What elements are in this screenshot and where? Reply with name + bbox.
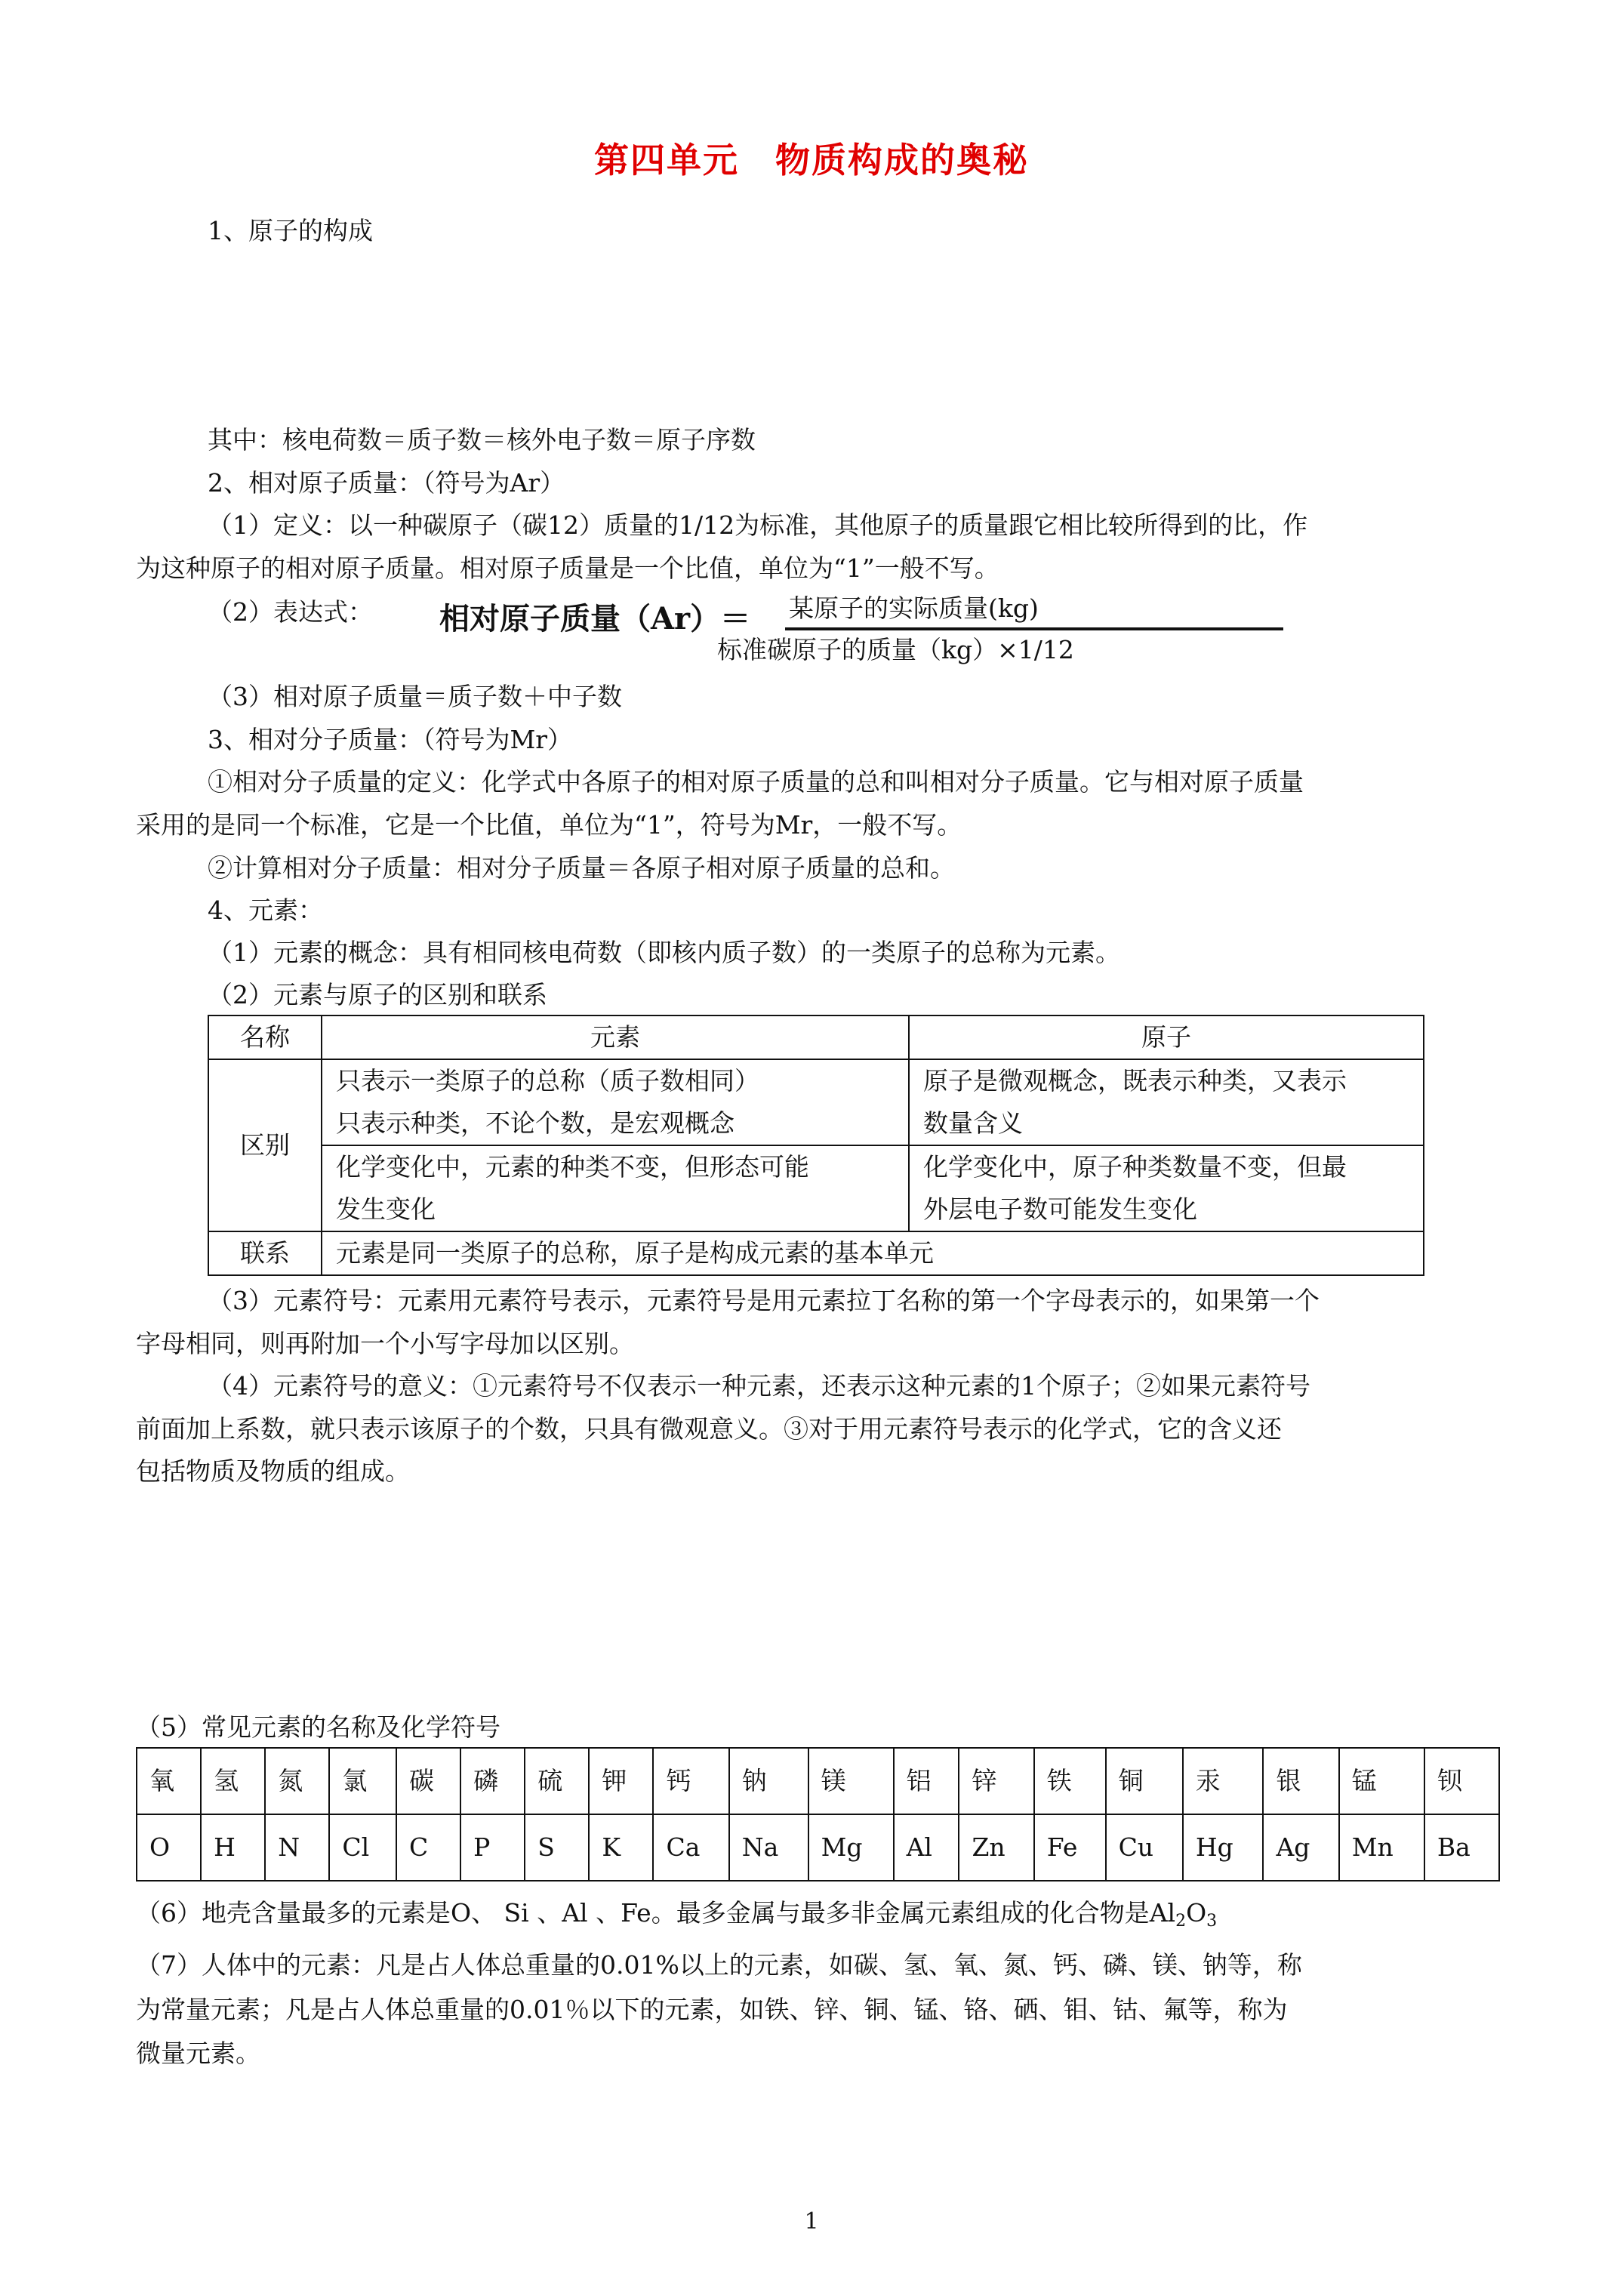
header-atom: 原子	[909, 1015, 1424, 1059]
element-name-cell: 磷	[460, 1748, 525, 1814]
element-name-cell: 氯	[329, 1748, 396, 1814]
section-2-heading: 2、相对原子质量：（符号为Ar）	[208, 468, 565, 498]
element-name-cell: 钡	[1424, 1748, 1499, 1814]
element-name-cell: 氢	[201, 1748, 265, 1814]
element-symbol-cell: N	[265, 1814, 329, 1881]
cell-line: 发生变化	[336, 1194, 436, 1224]
section-4-item-3-line-2: 字母相同，则再附加一个小写字母加以区别。	[136, 1329, 634, 1358]
diff-element-cell-2	[322, 1145, 909, 1231]
diff-element-cell-1	[322, 1059, 909, 1145]
element-name-cell: 碳	[396, 1748, 460, 1814]
section-3-p1-line-1: ①相对分子质量的定义：化学式中各原子的相对原子质量的总和叫相对分子质量。它与相对原子质量	[208, 767, 1304, 797]
formula-numerator: 某原子的实际质量(kg)	[789, 593, 1039, 623]
section-4-item-2: （2）元素与原子的区别和联系	[208, 980, 547, 1009]
page-title: 第四单元 物质构成的奥秘	[594, 140, 1029, 180]
formula-denominator: 标准碳原子的质量（kg）×1/12	[717, 635, 1074, 664]
diff-atom-cell-1	[909, 1059, 1424, 1145]
section-2-item-3: （3）相对原子质量＝质子数＋中子数	[208, 682, 622, 711]
cell-line: 化学变化中，元素的种类不变，但形态可能	[336, 1152, 809, 1182]
section-4-item-5: （5）常见元素的名称及化学符号	[136, 1712, 500, 1742]
item-6-text: （6）地壳含量最多的元素是O、 Si 、Al 、Fe。最多金属与最多非金属元素组成的化合物是	[136, 1898, 1150, 1928]
formula-subscript: 2	[1175, 1912, 1187, 1931]
diff-atom-cell-2	[909, 1145, 1424, 1231]
section-3-p2: ②计算相对分子质量：相对分子质量＝各原子相对原子质量的总和。	[208, 853, 955, 883]
element-symbol-cell: Cu	[1106, 1814, 1183, 1881]
element-name-cell: 银	[1263, 1748, 1338, 1814]
element-name-cell: 钠	[729, 1748, 808, 1814]
section-1-note: 其中：核电荷数＝质子数＝核外电子数＝原子序数	[208, 425, 756, 455]
section-4-item-7-line-2: 为常量元素；凡是占人体总重量的0.01％以下的元素，如铁、锌、铜、锰、铬、硒、钼、钴、氟等，称为	[136, 1995, 1288, 2024]
section-4-item-3-line-1: （3）元素符号：元素用元素符号表示，元素符号是用元素拉丁名称的第一个字母表示的，如果第一个	[208, 1286, 1320, 1315]
section-3-p1-line-2: 采用的是同一个标准，它是一个比值，单位为“1”，符号为Mr，一般不写。	[136, 810, 962, 840]
expression-label: （2）表达式：	[208, 597, 373, 627]
element-symbol-cell: Ca	[653, 1814, 728, 1881]
element-name-cell: 铜	[1106, 1748, 1183, 1814]
cell-line: 只表示种类，不论个数，是宏观概念	[336, 1108, 735, 1138]
element-name-cell: 钙	[653, 1748, 728, 1814]
element-symbol-cell: Cl	[329, 1814, 396, 1881]
element-name-cell: 氧	[137, 1748, 201, 1814]
section-4-item-1: （1）元素的概念：具有相同核电荷数（即核内质子数）的一类原子的总称为元素。	[208, 938, 1120, 967]
element-symbol-cell: Fe	[1034, 1814, 1106, 1881]
element-name-cell: 硫	[525, 1748, 589, 1814]
element-symbol-cell: Na	[729, 1814, 808, 1881]
section-4-item-4-line-2: 前面加上系数，就只表示该原子的个数，只具有微观意义。③对于用元素符号表示的化学式，它的含义还	[136, 1414, 1282, 1444]
section-3-heading: 3、相对分子质量：（符号为Mr）	[208, 725, 573, 754]
header-element: 元素	[322, 1015, 909, 1059]
section-4-item-7-line-1: （7）人体中的元素：凡是占人体总重量的0.01%以上的元素，如碳、氢、氧、氮、钙、磷、镁、钠等，称	[136, 1950, 1302, 1980]
element-name-cell: 铝	[894, 1748, 959, 1814]
difference-label: 区别	[208, 1059, 322, 1231]
element-name-cell: 镁	[808, 1748, 894, 1814]
compound-formula	[1149, 1898, 1218, 1931]
section-4-item-4-line-3: 包括物质及物质的组成。	[136, 1456, 410, 1486]
header-name: 名称	[208, 1015, 322, 1059]
section-1-heading: 1、原子的构成	[208, 216, 373, 245]
element-symbol-cell: O	[137, 1814, 201, 1881]
element-symbol-cell: Al	[894, 1814, 959, 1881]
element-symbols-row	[137, 1814, 1499, 1881]
formula-part: Al	[1149, 1898, 1176, 1928]
element-symbol-cell: S	[525, 1814, 589, 1881]
element-name-cell: 汞	[1183, 1748, 1264, 1814]
element-symbol-cell: P	[460, 1814, 525, 1881]
element-name-cell: 锰	[1339, 1748, 1424, 1814]
element-atom-comparison-table	[208, 1015, 1424, 1276]
element-names-row	[137, 1748, 1499, 1814]
section-4-heading: 4、元素：	[208, 895, 323, 925]
cell-line: 外层电子数可能发生变化	[923, 1194, 1197, 1224]
element-name-cell: 氮	[265, 1748, 329, 1814]
element-symbol-cell: Mn	[1339, 1814, 1424, 1881]
formula-subscript: 3	[1206, 1912, 1218, 1931]
cell-line: 化学变化中，原子种类数量不变，但最	[923, 1152, 1347, 1182]
cell-line: 数量含义	[923, 1108, 1023, 1138]
section-4-item-7-line-3: 微量元素。	[136, 2039, 260, 2068]
cell-line: 只表示一类原子的总称（质子数相同）	[336, 1066, 759, 1096]
link-label: 联系	[208, 1231, 322, 1275]
element-symbol-cell: Zn	[959, 1814, 1033, 1881]
element-name-cell: 铁	[1034, 1748, 1106, 1814]
element-symbol-cell: Ba	[1424, 1814, 1499, 1881]
formula-part: O	[1186, 1898, 1207, 1928]
element-symbol-cell: Ag	[1263, 1814, 1338, 1881]
element-name-cell: 钾	[589, 1748, 653, 1814]
element-symbol-cell: Mg	[808, 1814, 894, 1881]
section-4-item-4-line-1: （4）元素符号的意义：①元素符号不仅表示一种元素，还表示这种元素的1个原子；②如果元素符号	[208, 1371, 1310, 1401]
section-4-item-6	[136, 1892, 1217, 1943]
cell-line: 原子是微观概念，既表示种类，又表示	[923, 1066, 1347, 1096]
definition-line-1: （1）定义：以一种碳原子（碳12）质量的1/12为标准，其他原子的质量跟它相比较所得到的比，作	[208, 510, 1308, 540]
link-text: 元素是同一类原子的总称，原子是构成元素的基本单元	[322, 1231, 1424, 1275]
definition-line-2: 为这种原子的相对原子质量。相对原子质量是一个比值，单位为“1”一般不写。	[136, 553, 999, 583]
element-symbol-cell: Hg	[1183, 1814, 1264, 1881]
element-symbol-table	[136, 1747, 1500, 1881]
element-symbol-cell: C	[396, 1814, 460, 1881]
formula-lhs: 相对原子质量（Ar）＝	[439, 601, 751, 636]
element-name-cell: 锌	[959, 1748, 1033, 1814]
element-symbol-cell: K	[589, 1814, 653, 1881]
page-number: 1	[804, 2208, 819, 2235]
element-symbol-cell: H	[201, 1814, 265, 1881]
